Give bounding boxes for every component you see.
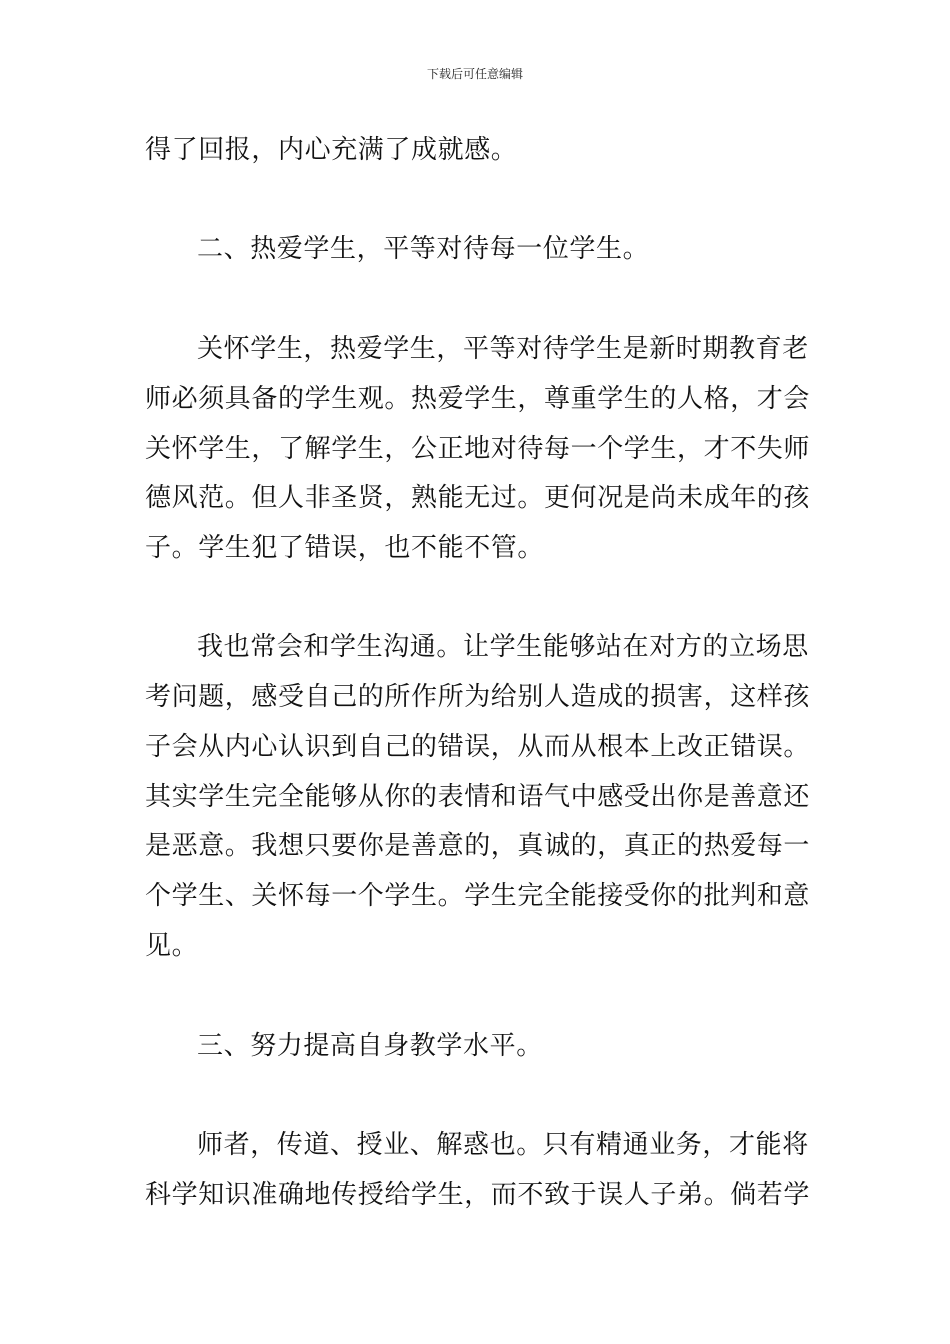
text-line: 关怀学生，热爱学生，平等对待学生是新时期教育老 [197, 334, 809, 364]
text-line: 得了回报，内心充满了成就感。 [145, 135, 518, 165]
text-line: 师者，传道、授业、解惑也。只有精通业务，才能将 [197, 1130, 809, 1160]
text-line: 德风范。但人非圣贤，熟能无过。更何况是尚未成年的孩 [145, 483, 811, 513]
section-heading: 三、努力提高自身教学水平。 [197, 1031, 543, 1061]
text-line: 我也常会和学生沟通。让学生能够站在对方的立场思 [197, 632, 809, 662]
text-line: 师必须具备的学生观。热爱学生，尊重学生的人格，才会 [145, 384, 811, 414]
text-line: 其实学生完全能够从你的表情和语气中感受出你是善意还 [145, 782, 811, 812]
text-line: 关怀学生，了解学生，公正地对待每一个学生，才不失师 [145, 434, 811, 464]
text-line: 是恶意。我想只要你是善意的，真诚的，真正的热爱每一 [145, 831, 811, 861]
page-header-note: 下载后可任意编辑 [426, 67, 523, 81]
text-line: 子会从内心认识到自己的错误，从而从根本上改正错误。 [145, 732, 811, 762]
text-line: 个学生、关怀每一个学生。学生完全能接受你的批判和意 [145, 881, 811, 911]
text-line: 见。 [145, 931, 199, 961]
text-line: 科学知识准确地传授给学生，而不致于误人子弟。倘若学 [145, 1180, 811, 1210]
text-line: 子。学生犯了错误，也不能不管。 [145, 533, 545, 563]
text-line: 考问题，感受自己的所作所为给别人造成的损害，这样孩 [145, 682, 811, 712]
section-heading: 二、热爱学生，平等对待每一位学生。 [197, 234, 650, 264]
